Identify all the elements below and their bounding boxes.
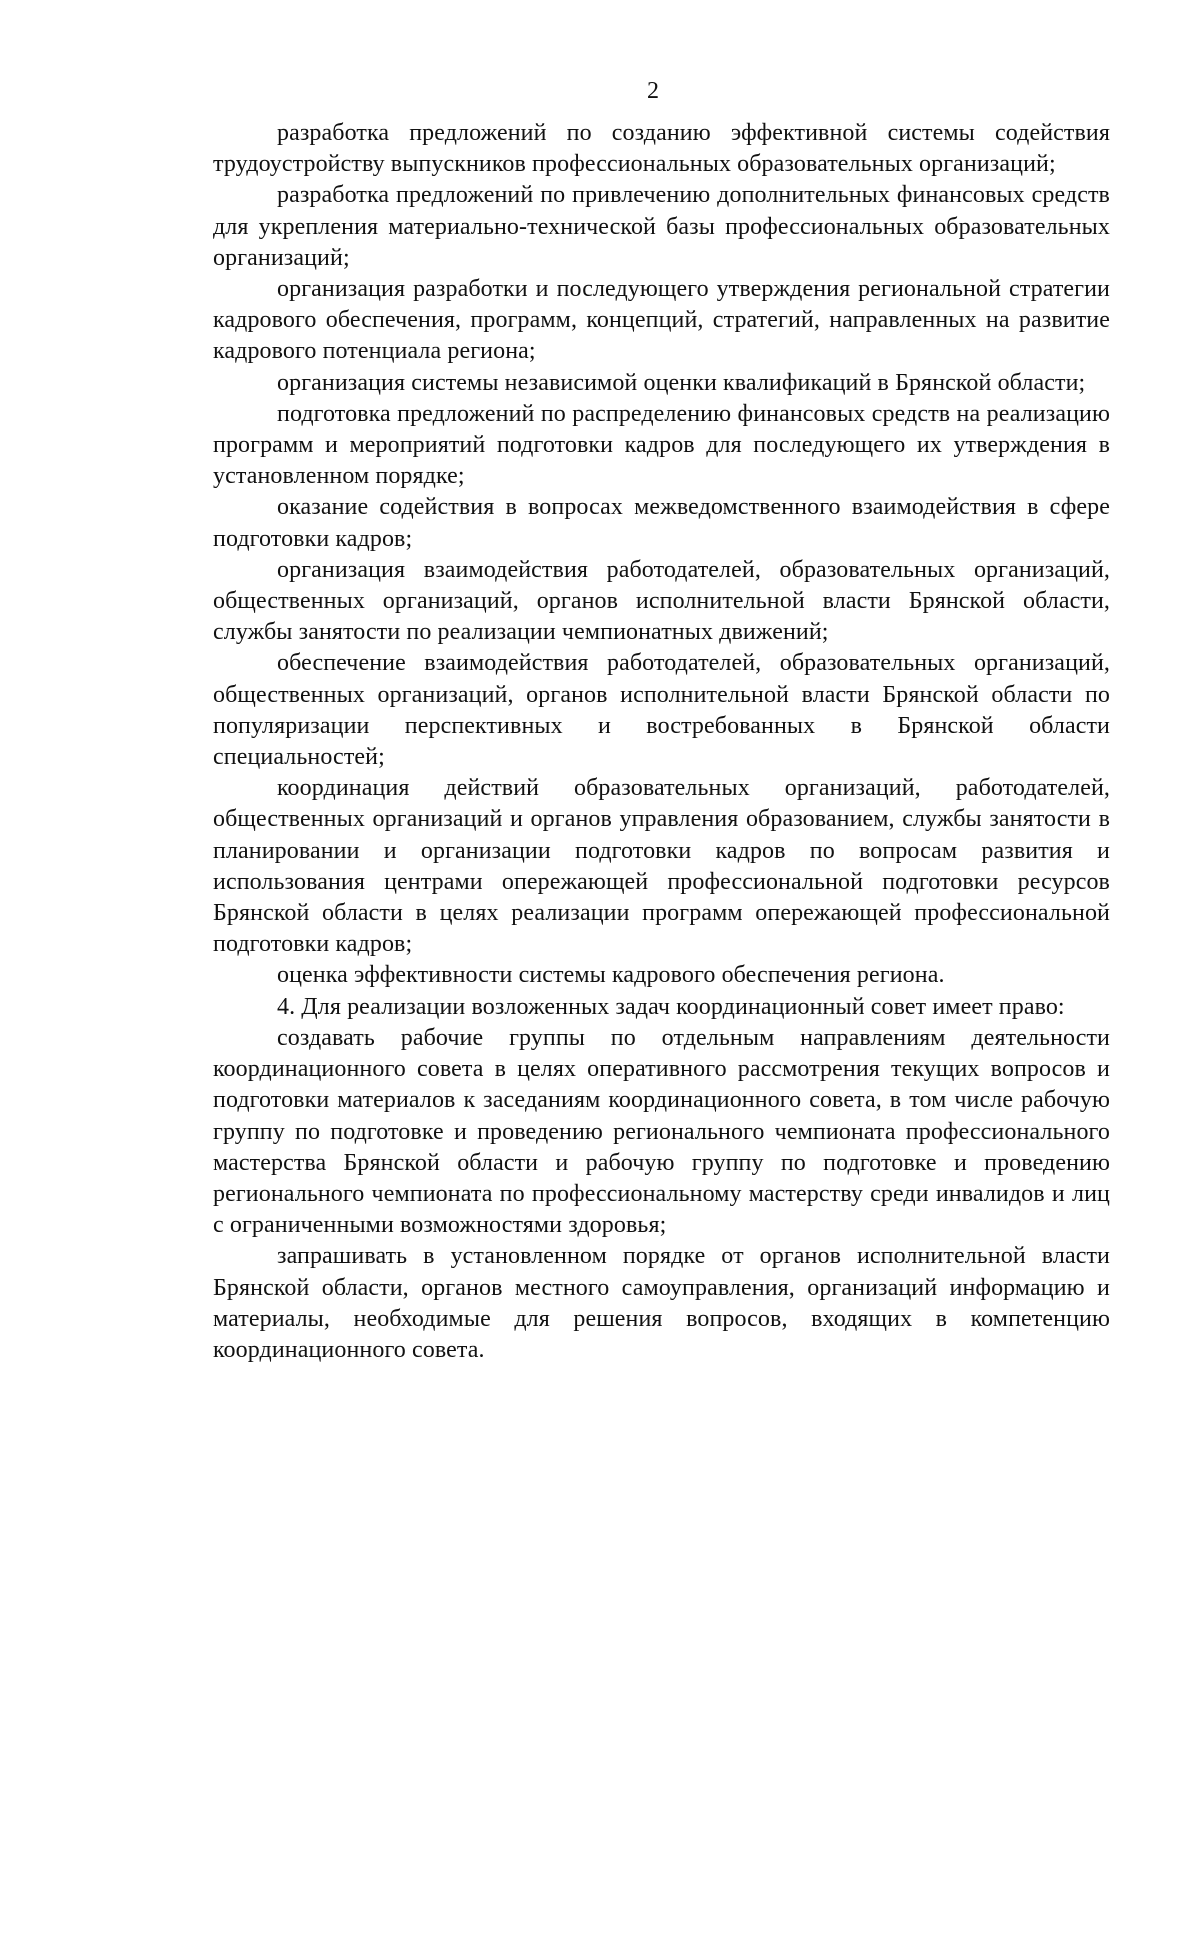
paragraph-information-requests: запрашивать в установленном порядке от органов исполнительной власти Брянской области, органов местного самоуправления, организаций информацию и материалы, необходимые для решения вопросов, входящих в компетенцию координационного совета. bbox=[213, 1243, 1110, 1363]
paragraph-interagency-cooperation: оказание содействия в вопросах межведомственного взаимодействия в сфере подготовки кадров; bbox=[213, 494, 1110, 552]
paragraph-qualification-assessment: организация системы независимой оценки квалификаций в Брянской области; bbox=[277, 369, 1086, 396]
paragraph-working-groups: создавать рабочие группы по отдельным направлениям деятельности координационного совета в целях оперативного рассмотрения текущих вопросов и подготовки материалов к заседаниям координационного совета, в том числе рабочую группу по подготовке и проведению регионального чемпионата профессионального мастерства Брянской области и рабочую группу по подготовке и проведению регионального чемпионата по профессиональному мастерству среди инвалидов и лиц с ограниченными возможностями здоровья; bbox=[213, 1024, 1110, 1239]
document-body bbox=[213, 118, 1110, 1366]
paragraph-employment-assistance: разработка предложений по созданию эффективной системы содействия трудоустройству выпускников профессиональных образовательных организаций; bbox=[213, 120, 1110, 178]
paragraph-regional-strategy: организация разработки и последующего утверждения региональной стратегии кадрового обеспечения, программ, концепций, стратегий, направленных на развитие кадрового потенциала региона; bbox=[213, 276, 1110, 365]
paragraph-coordination-of-actions: координация действий образовательных организаций, работодателей, общественных организаций и органов управления образованием, службы занятости в планировании и организации подготовки кадров по вопросам развития и использования центрами опережающей профессиональной подготовки ресурсов Брянской области в целях реализации программ опережающей профессиональной подготовки кадров; bbox=[213, 775, 1110, 958]
page-number: 2 bbox=[647, 78, 659, 104]
paragraph-championship-movements: организация взаимодействия работодателей, образовательных организаций, общественных организаций, органов исполнительной власти Брянской области, службы занятости по реализации чемпионатных движений; bbox=[213, 556, 1110, 646]
paragraph-section-4-rights: 4. Для реализации возложенных задач координационный совет имеет право: bbox=[277, 993, 1065, 1020]
paragraph-specialties-popularization: обеспечение взаимодействия работодателей, образовательных организаций, общественных организаций, органов исполнительной власти Брянской области по популяризации перспективных и востребованных в Брянской области специальностей; bbox=[213, 650, 1110, 771]
paragraph-efficiency-assessment: оценка эффективности системы кадрового обеспечения региона. bbox=[277, 962, 945, 989]
paragraph-additional-funding: разработка предложений по привлечению дополнительных финансовых средств для укрепления материально-технической базы профессиональных образовательных организаций; bbox=[213, 182, 1110, 271]
paragraph-funding-distribution: подготовка предложений по распределению финансовых средств на реализацию программ и мероприятий подготовки кадров для последующего их утверждения в установленном порядке; bbox=[213, 400, 1110, 490]
